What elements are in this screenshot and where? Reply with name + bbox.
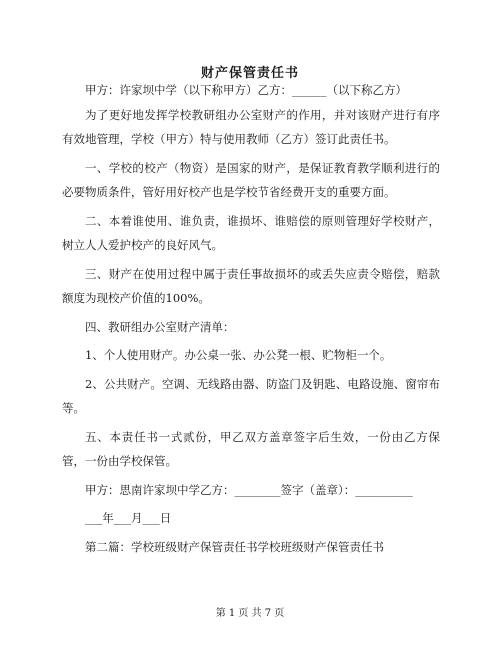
clause-4-heading: 四、教研组办公室财产清单： — [85, 319, 235, 334]
document-body — [62, 78, 440, 559]
personal-property-item: 1、个人使用财产。办公桌一张、办公凳一根、贮物柜一个。 — [85, 348, 392, 362]
second-part-heading: 第二篇：学校班级财产保管责任书学校班级财产保管责任书 — [85, 539, 384, 554]
parties-line: 甲方：许家坝中学（以下称甲方）乙方：______（以下称乙方） — [85, 83, 407, 97]
public-property-item: 2、公共财产。空调、无线路由器、防盗门及钥匙、电路设施、窗帘布等。 — [62, 376, 440, 415]
clause-2-paragraph: 二、本着谁使用、谁负责，谁损坏、谁赔偿的原则管理好学校财产，树立人人爱护校产的良好风气。 — [62, 213, 440, 252]
date-line: ___年___月___日 — [85, 511, 172, 525]
clause-3-paragraph: 三、财产在使用过程中属于责任事故损坏的或丢失应责令赔偿，赔款额度为现校产价值的100%。 — [62, 266, 440, 305]
clause-5-paragraph: 五、本责任书一式贰份，甲乙双方盖章签字后生效，一份由乙方保管，一份由学校保管。 — [62, 429, 440, 468]
clause-1-paragraph: 一、学校的校产（物资）是国家的财产，是保证教育教学顺利进行的必要物质条件，管好用好校产也是学校节省经费开支的重要方面。 — [62, 160, 440, 199]
document-title: 财产保管责任书 — [200, 66, 299, 81]
intro-paragraph: 为了更好地发挥学校教研组办公室财产的作用，并对该财产进行有序有效地管理，学校（甲方）特与使用教师（乙方）签订此责任书。 — [62, 107, 440, 146]
page-number-footer: 第 1 页 共 7 页 — [215, 608, 285, 619]
signature-line: 甲方：思南许家坝中学乙方：________签字（盖章）：__________ — [85, 482, 413, 497]
